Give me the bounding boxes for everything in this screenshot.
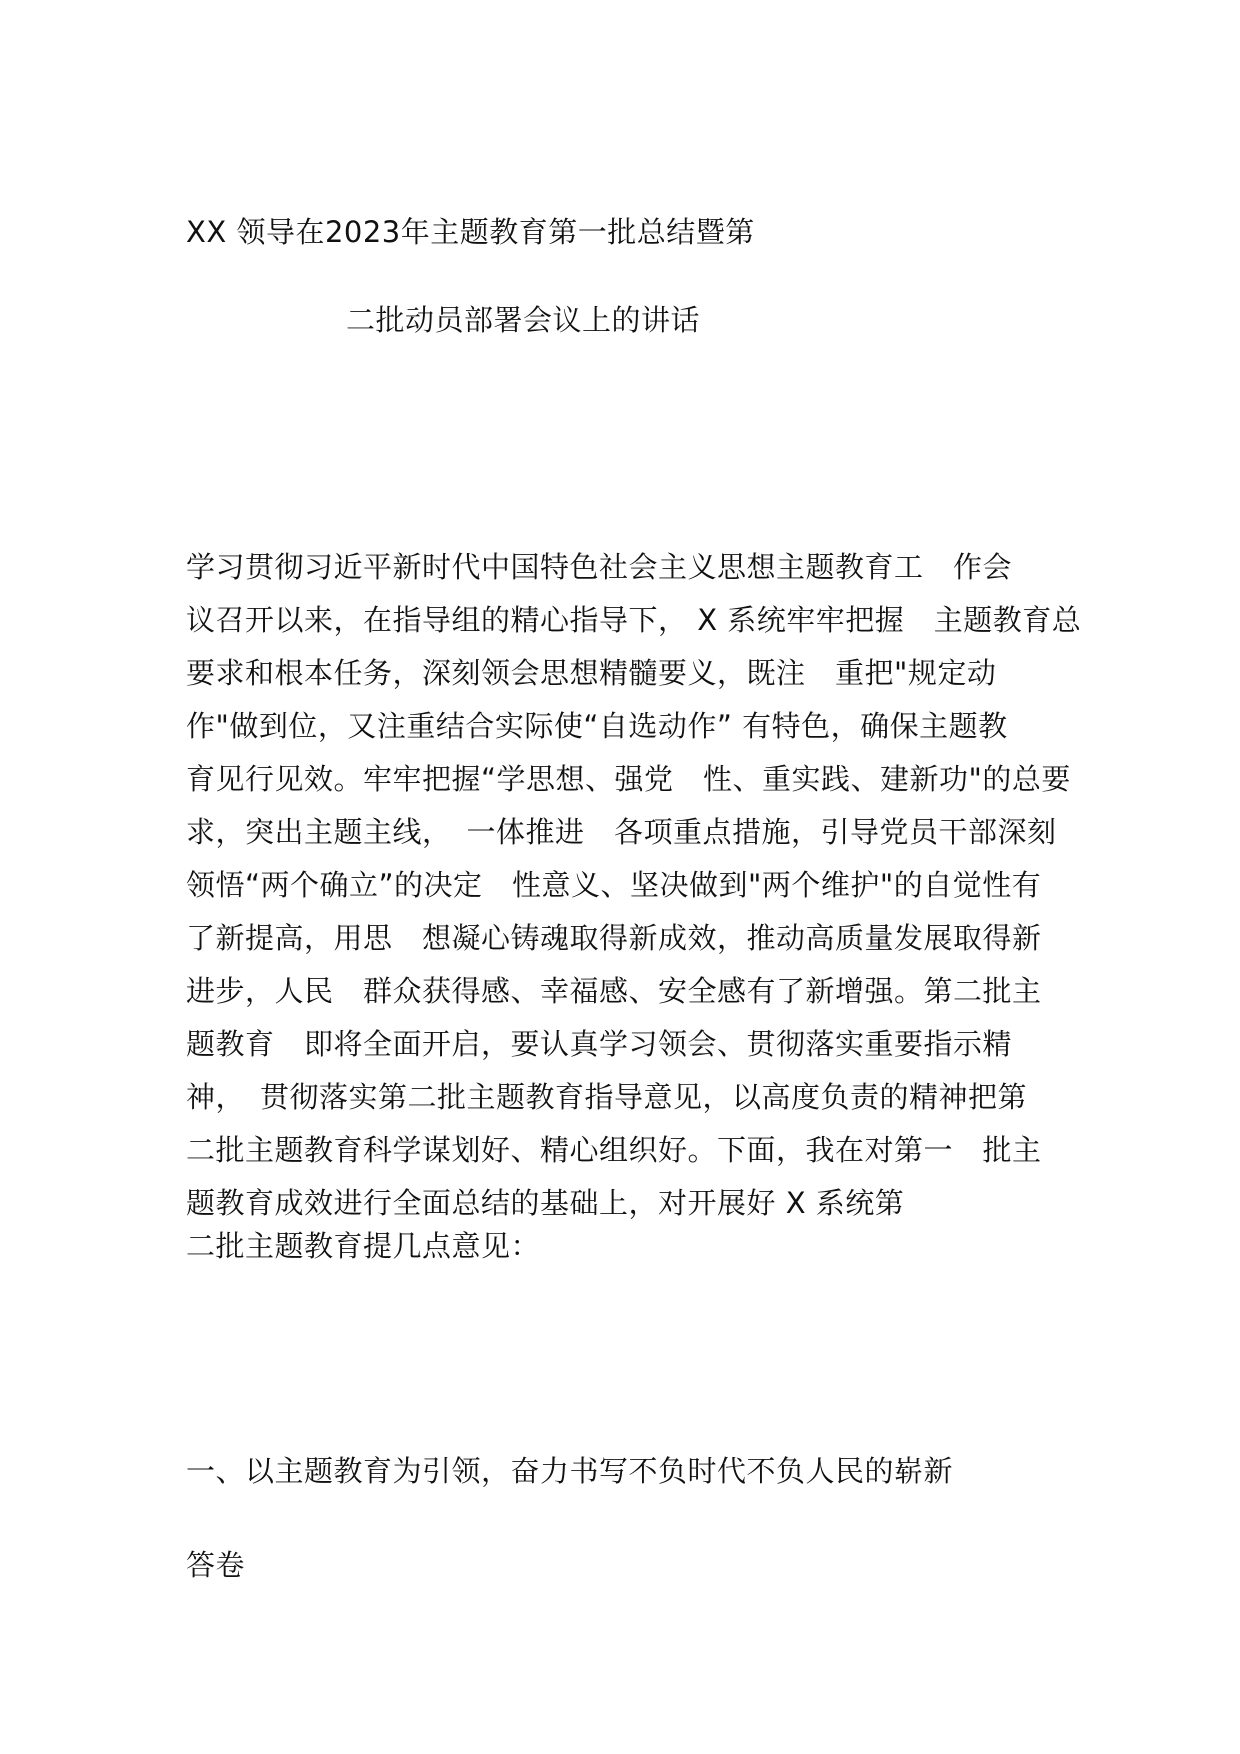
- paragraph-line: 育见行见效。牢牢把握“学思想、强党 性、重实践、建新功"的总要: [186, 762, 1071, 796]
- paragraph-line: 了新提高，用思 想凝心铸魂取得新成效，推动高质量发展取得新: [186, 921, 1042, 955]
- paragraph-line: 领悟“两个确立”的决定 性意义、坚决做到"两个维护"的自觉性有: [186, 868, 1042, 902]
- paragraph-line: 要求和根本任务，深刻领会思想精髓要义，既注 重把"规定动: [186, 656, 997, 690]
- document-title-line-1: XX 领导在2023年主题教育第一批总结暨第: [186, 215, 755, 249]
- paragraph-line: 求，突出主题主线， 一体推进 各项重点措施，引导党员干部深刻: [186, 815, 1057, 849]
- body-paragraph: [186, 541, 1086, 1230]
- paragraph-line: 题教育 即将全面开启，要认真学习领会、贯彻落实重要指示精: [186, 1027, 1013, 1061]
- paragraph-line: 题教育成效进行全面总结的基础上，对开展好 X 系统第: [186, 1186, 905, 1220]
- paragraph-line: 议召开以来，在指导组的精心指导下， X 系统牢牢把握 主题教育总: [186, 603, 1082, 637]
- paragraph-line: 作"做到位，又注重结合实际使“自选动作” 有特色，确保主题教: [186, 709, 1008, 743]
- paragraph-line: 进步，人民 群众获得感、幸福感、安全感有了新增强。第二批主: [186, 974, 1042, 1008]
- section-heading-line-1: 一、以主题教育为引领，奋力书写不负时代不负人民的崭新: [186, 1454, 954, 1488]
- paragraph-line: 二批主题教育科学谋划好、精心组织好。下面，我在对第一 批主: [186, 1133, 1042, 1167]
- paragraph-line: 学习贯彻习近平新时代中国特色社会主义思想主题教育工 作会: [186, 550, 1013, 584]
- paragraph-last-line: 二批主题教育提几点意见：: [186, 1229, 541, 1263]
- document-title-line-2: 二批动员部署会议上的讲话: [346, 303, 701, 337]
- section-heading-line-2: 答卷: [186, 1548, 246, 1582]
- paragraph-line: 神， 贯彻落实第二批主题教育指导意见，以高度负责的精神把第: [186, 1080, 1028, 1114]
